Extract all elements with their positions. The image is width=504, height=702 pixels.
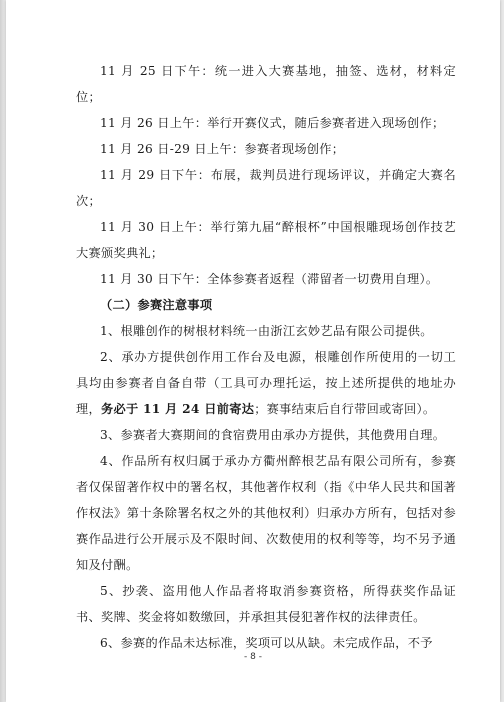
schedule-line-5: 11 月 30 日上午：举行第九届“醉根杯”中国根雕现场创作技艺大赛颁奖典礼；: [76, 220, 456, 260]
note-2-text-c: ；赛事结束后自行带回或寄回）。: [254, 402, 436, 416]
document-body: [76, 58, 456, 656]
note-2: [76, 344, 456, 422]
schedule-line-3: 11 月 26 日-29 日上午：参赛者现场创作；: [100, 142, 345, 156]
page-number: - 8 -: [244, 652, 262, 662]
note-6: 6、参赛的作品未达标准，奖项可以从缺。未完成作品，不予: [100, 636, 433, 650]
note-2-deadline: 务必于 11 月 24 日前寄达: [100, 402, 255, 416]
note-3: 3、参赛者大赛期间的食宿费用由承办方提供，其他费用自理。: [100, 428, 446, 442]
note-1: 1、根雕创作的树根材料统一由浙江玄妙艺品有限公司提供。: [100, 324, 433, 338]
schedule-line-4: 11 月 29 日下午：布展，裁判员进行现场评议，并确定大赛名次；: [76, 168, 456, 208]
schedule-line-6: 11 月 30 日下午：全体参赛者返程（滞留者一切费用自理）。: [100, 272, 439, 286]
section-heading: （二）参赛注意事项: [100, 298, 213, 312]
note-2-text-a: 2、承办方提供创作用工作台及电源，根雕创作所使用的一切工具均由参赛者自备自带（工具可办理托运，按上述所提供的地址办理，: [76, 350, 456, 416]
schedule-line-2: 11 月 26 日上午：举行开赛仪式，随后参赛者进入现场创作；: [100, 116, 445, 130]
note-5: 5、抄袭、盗用他人作品者将取消参赛资格，所得获奖作品证书、奖牌、奖金将如数缴回，并承担其侵犯著作权的法律责任。: [76, 584, 456, 624]
note-4: 4、作品所有权归属于承办方衢州醉根艺品有限公司所有，参赛者仅保留著作权中的署名权，其他著作权利（指《中华人民共和国著作权法》第十条除署名权之外的其他权利）归承办方所有，包括对参赛作品进行公开展示及不限时间、次数使用的权利等等，均不另予通知及付酬。: [76, 454, 456, 572]
schedule-line-1: 11 月 25 日下午：统一进入大赛基地，抽签、选材，材料定位；: [76, 64, 456, 104]
document-page: [6, 0, 500, 702]
